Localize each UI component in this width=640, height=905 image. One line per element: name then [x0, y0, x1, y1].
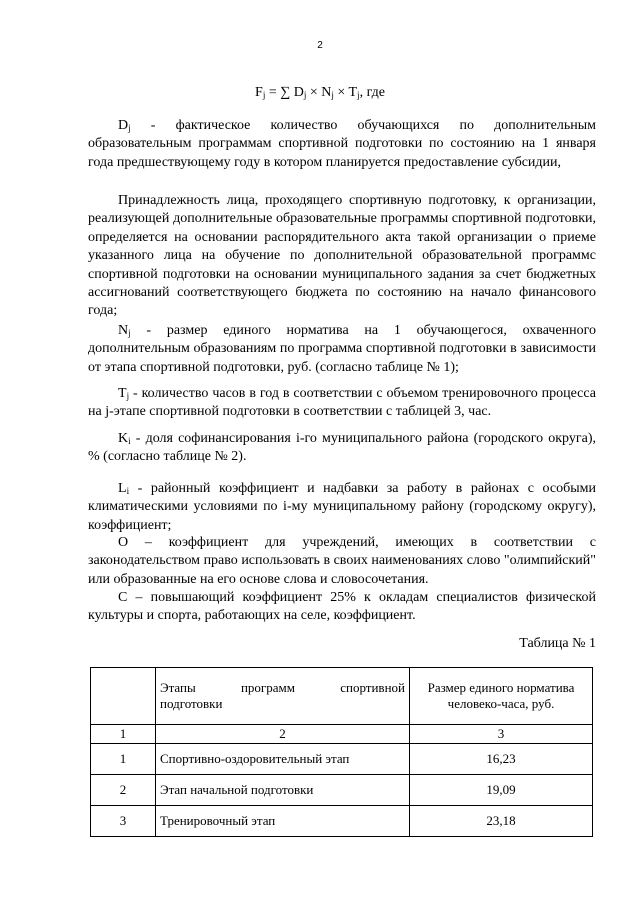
header-word: Этапы: [160, 680, 196, 695]
header-word: программ: [240, 680, 295, 695]
formula-sub-j: j: [303, 90, 307, 100]
row-number: 2: [91, 775, 156, 806]
row-number: 3: [91, 806, 156, 837]
paragraph-k: [88, 430, 596, 467]
numbering-cell: 1: [91, 725, 156, 744]
row-stage: Тренировочный этап: [156, 806, 410, 837]
symbol: N: [118, 323, 129, 338]
page-number: 2: [317, 40, 323, 51]
paragraph-l: [88, 480, 596, 535]
paragraph-o: О – коэффициент для учреждений, имеющих в соответствии с законодательством право использовать в своих наименованиях слово "олимпийский" или образованные на его основе слова и словосочетания.: [88, 535, 596, 587]
definition-text: - размер единого норматива на 1 обучающегося, охваченного дополнительным образованиям по программа спортивной подготовки в зависимости от этапа спортивной подготовки, руб. (согласно таблице № 1);: [88, 323, 596, 375]
formula-part: × N: [306, 85, 332, 100]
symbol: D: [118, 118, 129, 133]
table-row: [91, 775, 593, 806]
symbol: L: [118, 481, 127, 496]
numbering-cell: 2: [156, 725, 410, 744]
table-row: [91, 744, 593, 775]
paragraph-d: [88, 117, 596, 172]
row-number: 1: [91, 744, 156, 775]
header-cell-stage: [156, 668, 410, 725]
formula-part: × T: [333, 85, 358, 100]
symbol-sub: j: [128, 123, 131, 133]
table-numbering-row: [91, 725, 593, 744]
header-word: спортивной: [340, 680, 405, 695]
row-value: 19,09: [410, 775, 593, 806]
formula-f: F: [255, 85, 263, 100]
formula: [0, 85, 640, 101]
row-value: 16,23: [410, 744, 593, 775]
formula-sub-j: j: [357, 90, 360, 100]
formula-part: = ∑ D: [265, 85, 304, 100]
definition-text: - районный коэффициент и надбавки за работу в районах с особыми климатическими условиями по i-му муниципальному району (городскому округу), коэффициент;: [88, 481, 596, 533]
header-cell-number: [91, 668, 156, 725]
definition-text: - фактическое количество обучающихся по дополнительным образовательным программам спортивной подготовки по состоянию на 1 января года предшествующему году в котором планируется предоставление субсидии,: [88, 118, 596, 170]
symbol: T: [118, 386, 127, 401]
formula-sub-j: j: [262, 90, 266, 100]
row-stage: Спортивно-оздоровительный этап: [156, 744, 410, 775]
row-stage: Этап начальной подготовки: [156, 775, 410, 806]
row-value: 23,18: [410, 806, 593, 837]
symbol-sub: j: [128, 328, 131, 338]
symbol: K: [118, 431, 129, 446]
table-header-row: [91, 668, 593, 725]
definition-text: - количество часов в год в соответствии с объемом тренировочного процесса на j-этапе спортивной подготовки в соответствии с таблицей 3, час.: [88, 386, 596, 420]
formula-sub-j: j: [331, 90, 334, 100]
table-caption: Таблица № 1: [519, 636, 596, 651]
symbol-sub: j: [126, 391, 130, 401]
definition-text: - доля софинансирования i-го муниципального района (городского округа), % (согласно таблице № 2).: [88, 431, 596, 465]
paragraph-belonging: Принадлежность лица, проходящего спортивную подготовку, к организации, реализующей дополнительные образовательные программы спортивной подготовки, определяется на основании распорядительного акта такой организации о приеме указанного лица на обучение по дополнительной образовательной программс спортивной подготовки на основании муниципального задания за счет бюджетных ассигнований соответствующего бюджета по состоянию на начало финансового года;: [88, 193, 596, 319]
paragraph-n: [88, 322, 596, 377]
header-cell-norm: Размер единого норматива человеко-часа, руб.: [410, 668, 593, 725]
paragraph-c: С – повышающий коэффициент 25% к окладам специалистов физической культуры и спорта, работающих на селе, коэффициент.: [88, 590, 596, 624]
norms-table: [90, 667, 593, 837]
table-row: [91, 806, 593, 837]
formula-tail: , где: [359, 85, 385, 100]
paragraph-t: [88, 385, 596, 422]
numbering-cell: 3: [410, 725, 593, 744]
header-stage-line1: [160, 680, 405, 696]
header-stage-line2: подготовки: [160, 696, 223, 711]
symbol-sub: i: [126, 486, 130, 496]
symbol-sub: i: [128, 436, 131, 446]
